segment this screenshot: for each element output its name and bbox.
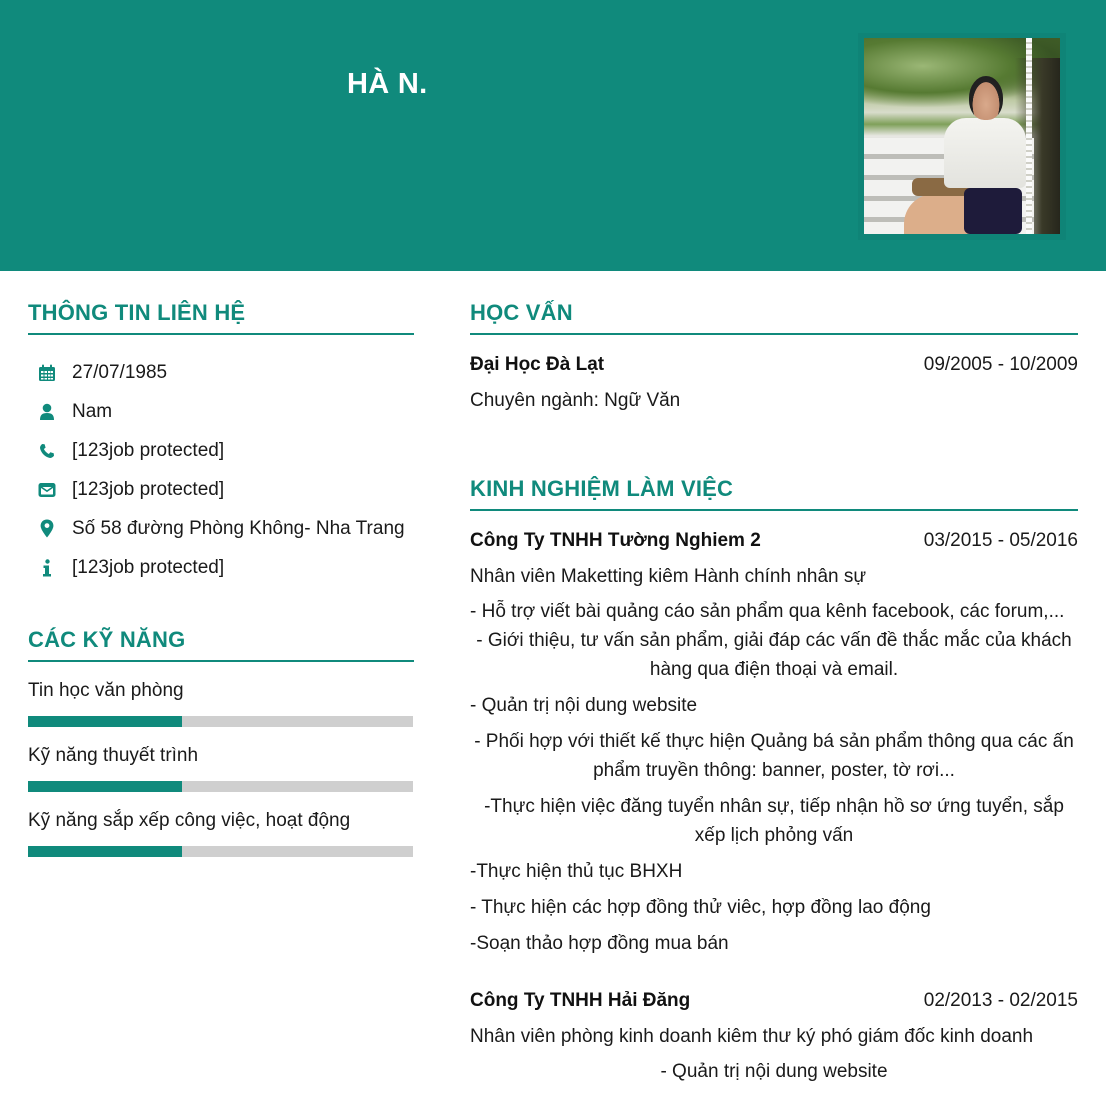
contact-item-email [28,470,414,509]
skill-progress-fill [28,716,182,727]
job-duty: - Thực hiện các hợp đồng thử viêc, hợp đồng lao động [470,897,931,918]
education-section [470,300,1078,412]
skill-progress-fill [28,781,182,792]
map-marker-icon [36,518,58,540]
job-period: 02/2013 - 02/2015 [923,990,1078,1011]
contact-item-address [28,509,414,548]
skill-progress-fill [28,846,182,857]
contact-item-birthday [28,353,414,392]
contact-value: [123job protected] [72,439,225,461]
skill-label: Kỹ năng thuyết trình [28,745,199,766]
education-major: Chuyên ngành: Ngữ Văn [470,390,681,411]
job-duty: -Thực hiện việc đăng tuyển nhân sự, tiếp nhận hồ sơ ứng tuyển, sắp xếp lịch phỏng vấn [484,796,1064,846]
job-duty: - Hỗ trợ viết bài quảng cáo sản phẩm qua kênh facebook, các forum,... [470,601,1065,622]
envelope-icon [36,479,58,501]
school-name: Đại Học Đà Lạt [470,354,605,375]
contact-value: Nam [72,400,113,422]
contact-item-info [28,548,414,587]
phone-icon [36,440,58,462]
experience-section [470,476,1078,1086]
skills-section-title: CÁC KỸ NĂNG [28,627,414,662]
candidate-name: HÀ N. [347,68,428,100]
skill-item [28,743,414,792]
job-period: 03/2015 - 05/2016 [923,530,1078,551]
user-icon [36,401,58,423]
skill-label: Kỹ năng sắp xếp công việc, hoạt động [28,810,351,831]
skill-progress-bar [28,846,413,857]
job-duty: -Soạn thảo hợp đồng mua bán [470,933,729,954]
job-entry [470,530,1078,958]
profile-photo [864,38,1060,234]
job-duty: - Quản trị nội dung website [470,695,698,716]
job-duty: - Quản trị nội dung website [660,1061,888,1082]
left-column [28,300,414,857]
job-duties [470,1057,1078,1086]
contact-value: [123job protected] [72,478,225,500]
skill-item [28,678,414,727]
contact-section [28,300,414,587]
contact-value: 27/07/1985 [72,361,168,383]
contact-value: Số 58 đường Phòng Không- Nha Trang [72,517,405,539]
education-section-title: HỌC VẤN [470,300,1078,335]
company-name: Công Ty TNHH Hải Đăng [470,990,691,1011]
education-entry [470,354,1078,376]
skill-label: Tin học văn phòng [28,680,184,701]
job-duty: - Giới thiệu, tư vấn sản phẩm, giải đáp các vấn đề thắc mắc của khách hàng qua điện thoại và email. [476,630,1072,680]
skill-progress-bar [28,716,413,727]
skills-section [28,627,414,857]
contact-item-phone [28,431,414,470]
calendar-icon [36,362,58,384]
company-name: Công Ty TNHH Tường Nghiem 2 [470,530,761,551]
skill-item [28,808,414,857]
info-icon [36,557,58,579]
experience-section-title: KINH NGHIỆM LÀM VIỆC [470,476,1078,511]
contact-item-gender [28,392,414,431]
job-position: Nhân viên Maketting kiêm Hành chính nhân sự [470,566,867,587]
contact-value: [123job protected] [72,556,225,578]
job-duty: -Thực hiện thủ tục BHXH [470,861,683,882]
right-column [470,300,1078,1086]
education-period: 09/2005 - 10/2009 [923,354,1078,375]
skill-progress-bar [28,781,413,792]
cv-header [0,0,1106,271]
job-duty: - Phối hợp với thiết kế thực hiện Quảng bá sản phẩm thông qua các ấn phẩm truyền thông: banner, poster, tờ rơi... [474,731,1074,781]
job-entry [470,990,1078,1086]
contact-list [28,353,414,587]
profile-photo-frame [858,33,1066,240]
job-position: Nhân viên phòng kinh doanh kiêm thư ký phó giám đốc kinh doanh [470,1026,1034,1047]
job-duties [470,597,1078,958]
contact-section-title: THÔNG TIN LIÊN HỆ [28,300,414,335]
